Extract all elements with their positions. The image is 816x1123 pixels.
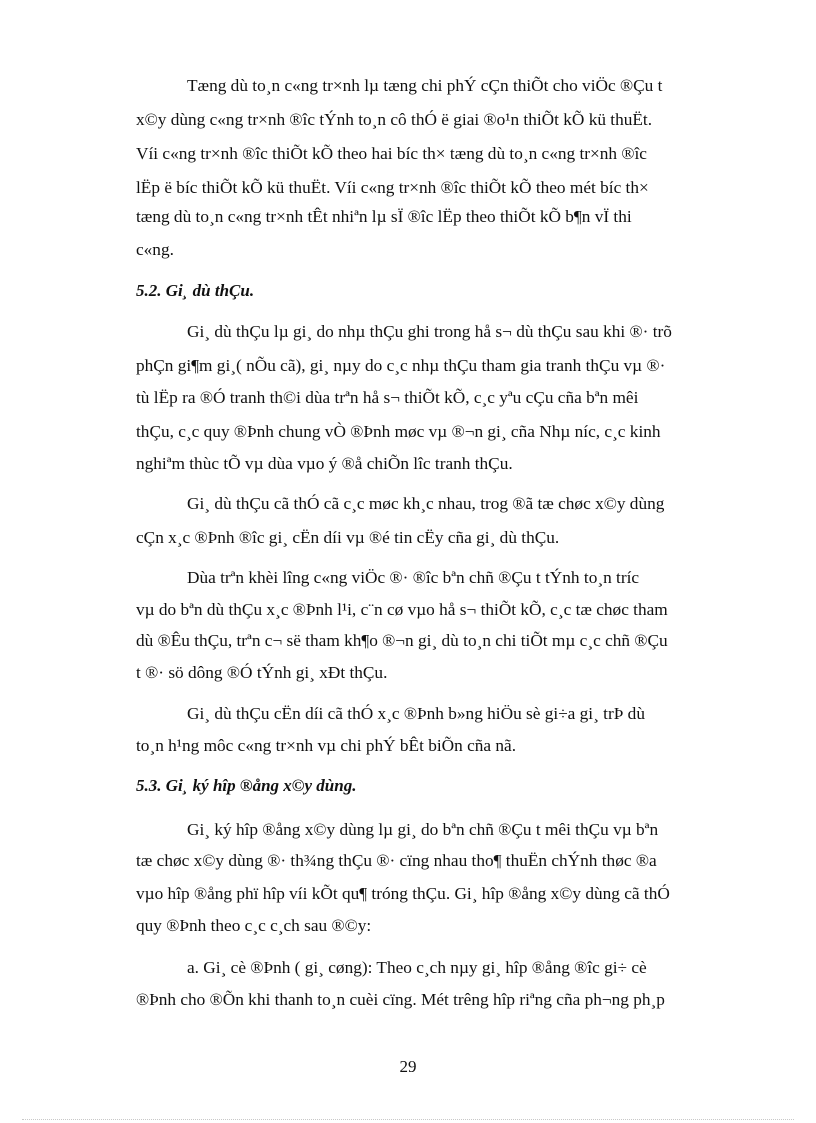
paragraph-1-line-2: x©y dùng c«ng tr×nh ®îc tÝnh to¸n cô thÓ ë giai ®o¹n thiÕt kÕ kü thuËt.: [136, 110, 653, 129]
page-bottom-divider: [22, 1119, 794, 1120]
paragraph-1-line-5: tæng dù to¸n c«ng tr×nh tÊt nhiªn lµ sÏ ®îc lËp theo thiÕt kÕ b¶n vÏ thi: [136, 207, 632, 226]
paragraph-6-line-4: quy ®Þnh theo c¸c c¸ch sau ®©y:: [136, 916, 372, 935]
section-heading-5-2: 5.2. Gi¸ dù thÇu.: [136, 281, 255, 300]
paragraph-2-line-1: Gi¸ dù thÇu lµ gi¸ do nhµ thÇu ghi trong hå s¬ dù thÇu sau khi ®· trõ: [187, 322, 672, 341]
paragraph-1-line-4: lËp ë bíc thiÕt kÕ kü thuËt. Víi c«ng tr×nh ®îc thiÕt kÕ theo mét bíc th×: [136, 178, 649, 197]
paragraph-2-line-2: phÇn gi¶m gi¸( nÕu cã), gi¸ nµy do c¸c nhµ thÇu tham gia tranh thÇu vµ ®·: [136, 356, 666, 375]
paragraph-2-line-4: thÇu, c¸c quy ®Þnh chung vÒ ®Þnh møc vµ ®¬n gi¸ cña Nhµ níc, c¸c kinh: [136, 422, 661, 441]
section-heading-5-3: 5.3. Gi¸ ký hîp ®ång x©y dùng.: [136, 776, 357, 795]
paragraph-4-line-4: t ®· sö dông ®Ó tÝnh gi¸ xÐt thÇu.: [136, 663, 388, 682]
paragraph-1-line-1: Tæng dù to¸n c«ng tr×nh lµ tæng chi phÝ cÇn thiÕt cho viÖc ®Çu t: [187, 76, 663, 95]
paragraph-3-line-2: cÇn x¸c ®Þnh ®îc gi¸ cËn díi vµ ®é tin cËy cña gi¸ dù thÇu.: [136, 528, 560, 547]
page-number: 29: [399, 1057, 417, 1076]
paragraph-6-line-3: vµo hîp ®ång phï hîp víi kÕt qu¶ tróng thÇu. Gi¸ hîp ®ång x©y dùng cã thÓ: [136, 884, 670, 903]
paragraph-5-line-1: Gi¸ dù thÇu cËn díi cã thÓ x¸c ®Þnh b»ng hiÖu sè gi÷a gi¸ trÞ dù: [187, 704, 645, 723]
paragraph-6-line-1: Gi¸ ký hîp ®ång x©y dùng lµ gi¸ do bªn chñ ®Çu t mêi thÇu vµ bªn: [187, 820, 659, 839]
paragraph-3-line-1: Gi¸ dù thÇu cã thÓ cã c¸c møc kh¸c nhau, trog ®ã tæ chøc x©y dùng: [187, 494, 665, 513]
paragraph-2-line-3: tù lËp ra ®Ó tranh th©i dùa trªn hå s¬ thiÕt kÕ, c¸c yªu cÇu cña bªn mêi: [136, 388, 639, 407]
paragraph-4-line-1: Dùa trªn khèi lîng c«ng viÖc ®· ®îc bªn chñ ®Çu t tÝnh to¸n tríc: [187, 568, 640, 587]
paragraph-7-line-1: a. Gi¸ cè ®Þnh ( gi¸ cøng): Theo c¸ch nµy gi¸ hîp ®ång ®îc gi÷ cè: [187, 958, 647, 977]
paragraph-1-line-3: Víi c«ng tr×nh ®îc thiÕt kÕ theo hai bíc th× tæng dù to¸n c«ng tr×nh ®îc: [136, 144, 647, 163]
paragraph-7-line-2: ®Þnh cho ®Õn khi thanh to¸n cuèi cïng. Mét trêng hîp riªng cña ph¬ng ph¸p: [136, 990, 665, 1009]
paragraph-2-line-5: nghiªm thùc tÕ vµ dùa vµo ý ®å chiÕn lîc tranh thÇu.: [136, 454, 513, 473]
paragraph-6-line-2: tæ chøc x©y dùng ®· th¾ng thÇu ®· cïng nhau tho¶ thuËn chÝnh thøc ®a: [136, 851, 657, 870]
paragraph-1-line-6: c«ng.: [136, 240, 174, 259]
paragraph-4-line-2: vµ do bªn dù thÇu x¸c ®Þnh l¹i, c¨n cø vµo hå s¬ thiÕt kÕ, c¸c tæ chøc tham: [136, 600, 668, 619]
paragraph-5-line-2: to¸n h¹ng môc c«ng tr×nh vµ chi phÝ bÊt biÕn cña nã.: [136, 736, 517, 755]
paragraph-4-line-3: dù ®Êu thÇu, trªn c¬ së tham kh¶o ®¬n gi¸ dù to¸n chi tiÕt mµ c¸c chñ ®Çu: [136, 631, 668, 650]
